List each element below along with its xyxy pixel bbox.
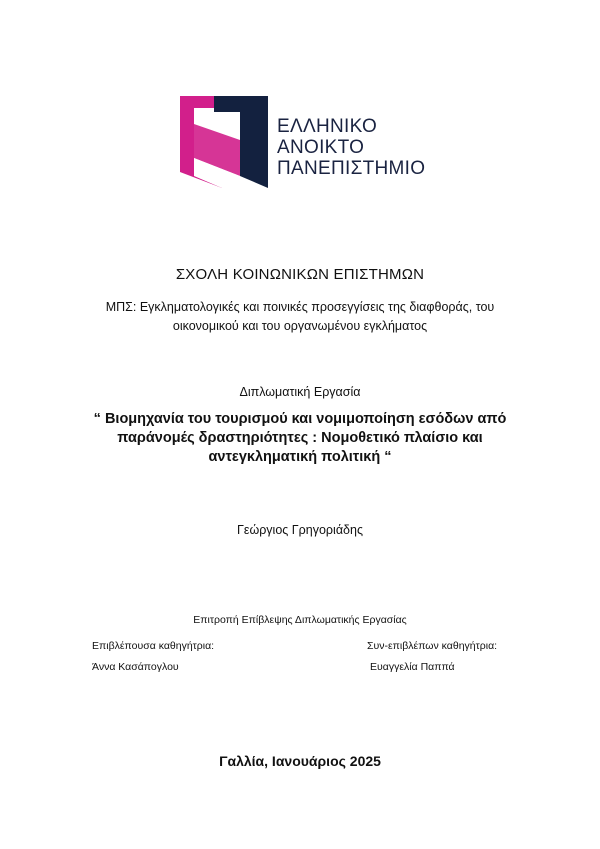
logo-wordmark [277, 116, 425, 179]
thesis-title-line-1: “ Βιομηχανία του τουρισμού και νομιμοποίηση εσόδων από [93, 411, 507, 427]
logo-line-1: ΕΛΛΗΝΙΚΟ [277, 116, 378, 137]
school-name: ΣΧΟΛΗ ΚΟΙΝΩΝΙΚΩΝ ΕΠΙΣΤΗΜΩΝ [175, 266, 425, 283]
program-line-1: ΜΠΣ: Εγκληματολογικές και ποινικές προσεγγίσεις της διαφθοράς, του [105, 300, 495, 314]
cosupervisor-role: Συν-επιβλέπων καθηγήτρια: [367, 640, 498, 652]
thesis-type: Διπλωματική Εργασία [239, 385, 361, 399]
logo-line-3: ΠΑΝΕΠΙΣΤΗΜΙΟ [277, 158, 426, 179]
program-name [0, 298, 600, 336]
program-line-2: οικονομικού και του οργανωμένου εγκλήματος [172, 319, 428, 333]
cosupervisor-name: Ευαγγελία Παππά [370, 661, 455, 673]
university-logo [178, 94, 428, 190]
supervisor-name: Άννα Κασάπογλου [92, 661, 179, 673]
committee-heading: Επιτροπή Επίβλεψης Διπλωματικής Εργασίας [193, 614, 407, 626]
place-and-date: Γαλλία, Ιανουάριος 2025 [219, 753, 381, 769]
author-name: Γεώργιος Γρηγοριάδης [236, 523, 363, 537]
supervisor-role: Επιβλέπουσα καθηγήτρια: [92, 640, 215, 652]
thesis-title-line-2: παράνομές δραστηριότητες : Νομοθετικό πλαίσιο και [117, 430, 483, 446]
logo-mark-icon [178, 94, 274, 190]
logo-line-2: ΑΝΟΙΚΤΟ [277, 137, 365, 158]
thesis-title [0, 410, 600, 467]
thesis-title-line-3: αντεγκληματική πολιτική “ [208, 449, 392, 465]
